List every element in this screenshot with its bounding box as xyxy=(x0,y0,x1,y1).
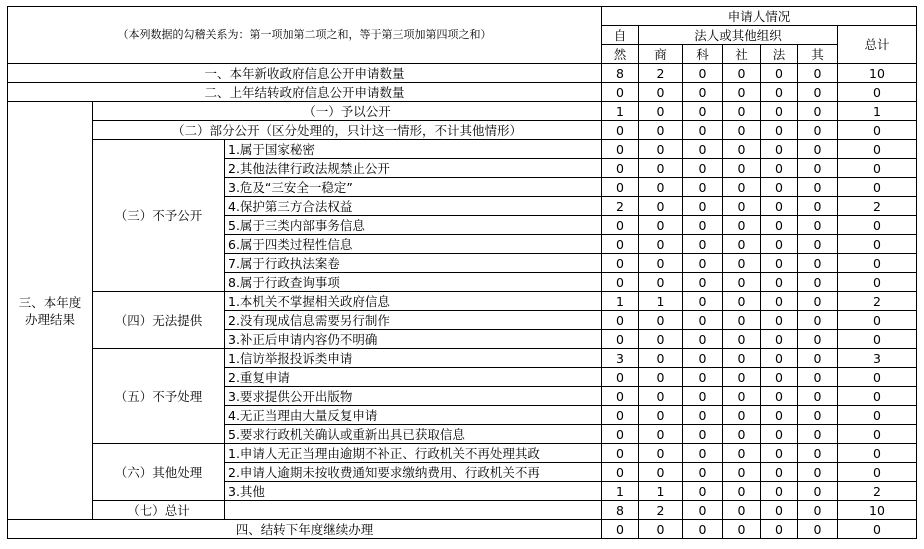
value-total: 0 xyxy=(838,235,917,254)
table-row xyxy=(8,83,917,102)
section3-label xyxy=(8,102,93,520)
header-org-other: 其 xyxy=(798,45,838,64)
value-research: 0 xyxy=(683,425,723,444)
value-other: 0 xyxy=(798,387,838,406)
value-natural-person: 0 xyxy=(602,235,639,254)
value-legal: 0 xyxy=(761,273,798,292)
value-natural-person: 0 xyxy=(602,254,639,273)
value-natural-person: 8 xyxy=(602,64,639,83)
value-natural-person: 0 xyxy=(602,273,639,292)
value-natural-person: 0 xyxy=(602,444,639,463)
section3-label-line1: 三、本年度 xyxy=(18,294,82,310)
value-social: 0 xyxy=(723,197,761,216)
report-sheet xyxy=(7,6,917,539)
value-social: 0 xyxy=(723,425,761,444)
value-legal: 0 xyxy=(761,330,798,349)
value-social: 0 xyxy=(723,273,761,292)
value-legal: 0 xyxy=(761,463,798,482)
value-social: 0 xyxy=(723,368,761,387)
value-research: 0 xyxy=(683,311,723,330)
empty-cell xyxy=(225,501,602,520)
value-total: 2 xyxy=(838,482,917,501)
value-research: 0 xyxy=(683,102,723,121)
value-natural-person: 1 xyxy=(602,102,639,121)
value-other: 0 xyxy=(798,64,838,83)
value-research: 0 xyxy=(683,444,723,463)
value-social: 0 xyxy=(723,178,761,197)
item-label: 1.属于国家秘密 xyxy=(225,140,602,159)
value-social: 0 xyxy=(723,235,761,254)
value-other: 0 xyxy=(798,520,838,539)
value-commercial: 0 xyxy=(639,520,683,539)
item-label: 2.其他法律行政法规禁止公开 xyxy=(225,159,602,178)
value-commercial: 0 xyxy=(639,102,683,121)
row-label: （一）予以公开 xyxy=(93,102,602,121)
value-total: 10 xyxy=(838,64,917,83)
value-total: 0 xyxy=(838,178,917,197)
item-label: 4.保护第三方合法权益 xyxy=(225,197,602,216)
value-social: 0 xyxy=(723,121,761,140)
value-research: 0 xyxy=(683,273,723,292)
value-total: 0 xyxy=(838,463,917,482)
item-label: 1.申请人无正当理由逾期不补正、行政机关不再处理其政 xyxy=(225,444,602,463)
row-label: （七）总计 xyxy=(93,501,225,520)
value-research: 0 xyxy=(683,520,723,539)
value-total: 0 xyxy=(838,406,917,425)
value-legal: 0 xyxy=(761,311,798,330)
row-label: 一、本年新收政府信息公开申请数量 xyxy=(8,64,602,83)
item-label: 1.信访举报投诉类申请 xyxy=(225,349,602,368)
value-social: 0 xyxy=(723,83,761,102)
value-other: 0 xyxy=(798,140,838,159)
item-label: 7.属于行政执法案卷 xyxy=(225,254,602,273)
value-commercial: 0 xyxy=(639,330,683,349)
value-other: 0 xyxy=(798,463,838,482)
value-other: 0 xyxy=(798,482,838,501)
value-legal: 0 xyxy=(761,64,798,83)
table-row xyxy=(8,501,917,520)
value-other: 0 xyxy=(798,159,838,178)
item-label: 2.重复申请 xyxy=(225,368,602,387)
value-research: 0 xyxy=(683,387,723,406)
value-total: 0 xyxy=(838,387,917,406)
value-commercial: 2 xyxy=(639,501,683,520)
item-label: 4.无正当理由大量反复申请 xyxy=(225,406,602,425)
value-total: 0 xyxy=(838,140,917,159)
value-social: 0 xyxy=(723,520,761,539)
item-label: 8.属于行政查询事项 xyxy=(225,273,602,292)
value-natural-person: 0 xyxy=(602,140,639,159)
value-total: 0 xyxy=(838,520,917,539)
value-social: 0 xyxy=(723,482,761,501)
value-social: 0 xyxy=(723,64,761,83)
value-legal: 0 xyxy=(761,292,798,311)
value-total: 0 xyxy=(838,273,917,292)
value-commercial: 0 xyxy=(639,159,683,178)
group-label: （四）无法提供 xyxy=(93,292,225,349)
value-natural-person: 2 xyxy=(602,197,639,216)
value-commercial: 0 xyxy=(639,311,683,330)
value-legal: 0 xyxy=(761,425,798,444)
value-research: 0 xyxy=(683,482,723,501)
value-legal: 0 xyxy=(761,387,798,406)
value-social: 0 xyxy=(723,501,761,520)
value-social: 0 xyxy=(723,292,761,311)
value-legal: 0 xyxy=(761,83,798,102)
value-natural-person: 0 xyxy=(602,330,639,349)
value-other: 0 xyxy=(798,216,838,235)
value-natural-person: 0 xyxy=(602,216,639,235)
value-natural-person: 1 xyxy=(602,482,639,501)
value-natural-person: 0 xyxy=(602,311,639,330)
value-commercial: 0 xyxy=(639,463,683,482)
value-legal: 0 xyxy=(761,520,798,539)
value-research: 0 xyxy=(683,235,723,254)
value-commercial: 0 xyxy=(639,140,683,159)
value-other: 0 xyxy=(798,444,838,463)
value-legal: 0 xyxy=(761,216,798,235)
value-legal: 0 xyxy=(761,197,798,216)
value-legal: 0 xyxy=(761,368,798,387)
row-label: （二）部分公开（区分处理的，只计这一情形，不计其他情形） xyxy=(93,121,602,140)
value-research: 0 xyxy=(683,83,723,102)
section3-label-line2: 办理结果 xyxy=(24,311,75,327)
value-commercial: 0 xyxy=(639,178,683,197)
value-social: 0 xyxy=(723,311,761,330)
item-label: 6.属于四类过程性信息 xyxy=(225,235,602,254)
value-legal: 0 xyxy=(761,235,798,254)
value-other: 0 xyxy=(798,235,838,254)
value-research: 0 xyxy=(683,178,723,197)
value-total: 0 xyxy=(838,311,917,330)
value-research: 0 xyxy=(683,406,723,425)
value-total: 2 xyxy=(838,197,917,216)
value-research: 0 xyxy=(683,292,723,311)
value-research: 0 xyxy=(683,330,723,349)
header-legal-other-orgs: 法人或其他组织 xyxy=(639,26,838,45)
header-org-commercial: 商 xyxy=(639,45,683,64)
value-legal: 0 xyxy=(761,254,798,273)
value-total: 0 xyxy=(838,368,917,387)
value-natural-person: 0 xyxy=(602,387,639,406)
header-total: 总计 xyxy=(838,26,917,64)
item-label: 3.危及“三安全一稳定” xyxy=(225,178,602,197)
value-research: 0 xyxy=(683,216,723,235)
value-other: 0 xyxy=(798,178,838,197)
value-research: 0 xyxy=(683,254,723,273)
value-social: 0 xyxy=(723,463,761,482)
value-natural-person: 0 xyxy=(602,178,639,197)
value-social: 0 xyxy=(723,254,761,273)
value-legal: 0 xyxy=(761,102,798,121)
value-total: 0 xyxy=(838,254,917,273)
value-natural-person: 0 xyxy=(602,159,639,178)
value-commercial: 1 xyxy=(639,292,683,311)
value-natural-person: 0 xyxy=(602,121,639,140)
table-row xyxy=(8,520,917,539)
value-total: 2 xyxy=(838,292,917,311)
value-legal: 0 xyxy=(761,121,798,140)
value-other: 0 xyxy=(798,311,838,330)
value-other: 0 xyxy=(798,121,838,140)
value-commercial: 0 xyxy=(639,197,683,216)
value-research: 0 xyxy=(683,197,723,216)
value-social: 0 xyxy=(723,406,761,425)
value-commercial: 0 xyxy=(639,349,683,368)
value-total: 1 xyxy=(838,102,917,121)
group-label: （六）其他处理 xyxy=(93,444,225,501)
value-natural-person: 0 xyxy=(602,368,639,387)
group-label: （五）不予处理 xyxy=(93,349,225,444)
header-note: （本列数据的勾稽关系为：第一项加第二项之和，等于第三项加第四项之和） xyxy=(8,7,602,64)
table-row xyxy=(8,444,917,463)
header-org-social: 社 xyxy=(723,45,761,64)
value-other: 0 xyxy=(798,254,838,273)
item-label: 5.要求行政机关确认或重新出具已获取信息 xyxy=(225,425,602,444)
value-commercial: 1 xyxy=(639,482,683,501)
value-commercial: 0 xyxy=(639,83,683,102)
value-other: 0 xyxy=(798,292,838,311)
value-legal: 0 xyxy=(761,482,798,501)
table-row xyxy=(8,140,917,159)
value-legal: 0 xyxy=(761,159,798,178)
table-row xyxy=(8,349,917,368)
value-legal: 0 xyxy=(761,501,798,520)
value-total: 0 xyxy=(838,159,917,178)
value-commercial: 0 xyxy=(639,387,683,406)
header-org-research: 科 xyxy=(683,45,723,64)
value-commercial: 0 xyxy=(639,444,683,463)
row-label: 二、上年结转政府信息公开申请数量 xyxy=(8,83,602,102)
value-other: 0 xyxy=(798,102,838,121)
value-social: 0 xyxy=(723,387,761,406)
value-natural-person: 3 xyxy=(602,349,639,368)
header-org-legal: 法 xyxy=(761,45,798,64)
value-legal: 0 xyxy=(761,406,798,425)
value-total: 0 xyxy=(838,216,917,235)
value-other: 0 xyxy=(798,83,838,102)
value-other: 0 xyxy=(798,425,838,444)
group-label: （三）不予公开 xyxy=(93,140,225,292)
value-research: 0 xyxy=(683,501,723,520)
value-total: 3 xyxy=(838,349,917,368)
value-research: 0 xyxy=(683,368,723,387)
value-legal: 0 xyxy=(761,444,798,463)
value-social: 0 xyxy=(723,140,761,159)
value-research: 0 xyxy=(683,64,723,83)
value-natural-person: 0 xyxy=(602,520,639,539)
value-legal: 0 xyxy=(761,140,798,159)
value-commercial: 0 xyxy=(639,273,683,292)
value-social: 0 xyxy=(723,102,761,121)
value-other: 0 xyxy=(798,501,838,520)
value-other: 0 xyxy=(798,406,838,425)
table-row xyxy=(8,121,917,140)
value-natural-person: 0 xyxy=(602,425,639,444)
value-natural-person: 0 xyxy=(602,83,639,102)
value-research: 0 xyxy=(683,159,723,178)
value-research: 0 xyxy=(683,463,723,482)
value-commercial: 0 xyxy=(639,121,683,140)
information-disclosure-table xyxy=(7,6,917,539)
value-natural-person: 0 xyxy=(602,406,639,425)
item-label: 2.申请人逾期未按收费通知要求缴纳费用、行政机关不再 xyxy=(225,463,602,482)
item-label: 5.属于三类内部事务信息 xyxy=(225,216,602,235)
value-total: 0 xyxy=(838,425,917,444)
value-natural-person: 1 xyxy=(602,292,639,311)
table-row xyxy=(8,102,917,121)
value-research: 0 xyxy=(683,121,723,140)
value-research: 0 xyxy=(683,140,723,159)
value-commercial: 0 xyxy=(639,216,683,235)
value-commercial: 2 xyxy=(639,64,683,83)
value-total: 0 xyxy=(838,121,917,140)
value-commercial: 0 xyxy=(639,406,683,425)
value-social: 0 xyxy=(723,330,761,349)
value-legal: 0 xyxy=(761,178,798,197)
value-other: 0 xyxy=(798,330,838,349)
value-social: 0 xyxy=(723,159,761,178)
value-other: 0 xyxy=(798,349,838,368)
header-applicant-situation: 申请人情况 xyxy=(602,7,917,26)
value-commercial: 0 xyxy=(639,368,683,387)
value-total: 0 xyxy=(838,330,917,349)
header-natural-person-2: 然 xyxy=(602,45,639,64)
table-row xyxy=(8,292,917,311)
value-legal: 0 xyxy=(761,349,798,368)
value-commercial: 0 xyxy=(639,235,683,254)
value-total: 0 xyxy=(838,83,917,102)
value-social: 0 xyxy=(723,444,761,463)
row-label: 四、结转下年度继续办理 xyxy=(8,520,602,539)
item-label: 3.要求提供公开出版物 xyxy=(225,387,602,406)
value-social: 0 xyxy=(723,349,761,368)
value-other: 0 xyxy=(798,273,838,292)
value-other: 0 xyxy=(798,197,838,216)
table-row xyxy=(8,64,917,83)
value-social: 0 xyxy=(723,216,761,235)
value-natural-person: 8 xyxy=(602,501,639,520)
value-commercial: 0 xyxy=(639,254,683,273)
value-total: 10 xyxy=(838,501,917,520)
item-label: 3.其他 xyxy=(225,482,602,501)
value-other: 0 xyxy=(798,368,838,387)
value-total: 0 xyxy=(838,444,917,463)
item-label: 3.补正后申请内容仍不明确 xyxy=(225,330,602,349)
value-commercial: 0 xyxy=(639,425,683,444)
item-label: 1.本机关不掌握相关政府信息 xyxy=(225,292,602,311)
value-research: 0 xyxy=(683,349,723,368)
value-natural-person: 0 xyxy=(602,463,639,482)
item-label: 2.没有现成信息需要另行制作 xyxy=(225,311,602,330)
header-natural-person-1: 自 xyxy=(602,26,639,45)
